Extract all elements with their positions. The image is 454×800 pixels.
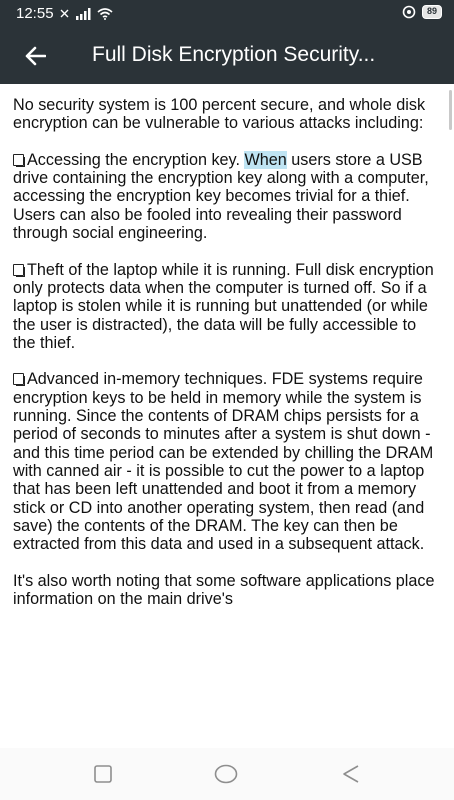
checkbox-bullet-icon	[13, 373, 24, 385]
status-icons-left	[60, 8, 113, 20]
point-3-text: Advanced in-memory techniques. FDE systems require encryption keys to be held in memory while the system is running. Since the contents of DRAM chips persists for a period of seconds to minutes after a system is shut down - and this time period can be extended by chilling the DRAM with canned air - it is possible to cut the power to a laptop that has been left unattended and boot it from a memory stick or CD into another operating system, then read (and save) the contents of the DRAM. The key can then be extracted from this data and used in a subsequent attack.	[13, 370, 434, 554]
checkbox-bullet-icon	[13, 264, 24, 276]
status-icons-right	[402, 5, 442, 19]
signal-icon	[75, 8, 91, 20]
article-intro: No security system is 100 percent secure, and whole disk encryption can be vulnerable to various attacks including:	[13, 96, 426, 133]
point-2-text: Theft of the laptop while it is running. Full disk encryption only protects data when the computer is turned off. So if a laptop is stolen while it is running but unattended (or while the user is distracted), the data will be fully accessible to the thief.	[13, 260, 434, 352]
arrow-left-icon	[24, 46, 46, 66]
wifi-icon	[97, 8, 113, 20]
article-point-2	[13, 261, 443, 352]
point-1-text-start: Accessing the encryption key.	[27, 150, 245, 169]
page-title: Full Disk Encryption Security...	[92, 43, 376, 66]
square-icon	[94, 765, 112, 783]
status-bar	[0, 0, 454, 28]
article-closing: It's also worth noting that some software applications place information on the main drive's	[13, 571, 435, 609]
recents-button[interactable]	[89, 762, 117, 786]
nav-back-button[interactable]	[337, 762, 365, 786]
article-content	[13, 96, 443, 696]
checkbox-bullet-icon	[13, 154, 24, 166]
back-button[interactable]	[20, 42, 50, 70]
scrollbar[interactable]	[449, 90, 452, 130]
highlighted-word[interactable]: When	[244, 150, 287, 169]
data-saver-icon	[402, 5, 416, 19]
article-point-1	[13, 151, 443, 242]
app-bar	[0, 28, 454, 84]
article-point-3	[13, 370, 443, 553]
battery-icon: 89	[422, 5, 442, 19]
triangle-back-icon	[341, 764, 361, 784]
navigation-bar	[0, 748, 454, 800]
status-time: 12:55	[16, 5, 54, 22]
home-button[interactable]	[212, 762, 240, 786]
sim-icon	[60, 9, 69, 19]
circle-icon	[214, 764, 238, 784]
point-1-text-end: users store a USB drive containing the encryption key along with a computer, accessing the encryption key becomes trivial for a thief. Users can also be fooled into revealing their password through social engineering.	[13, 150, 429, 243]
